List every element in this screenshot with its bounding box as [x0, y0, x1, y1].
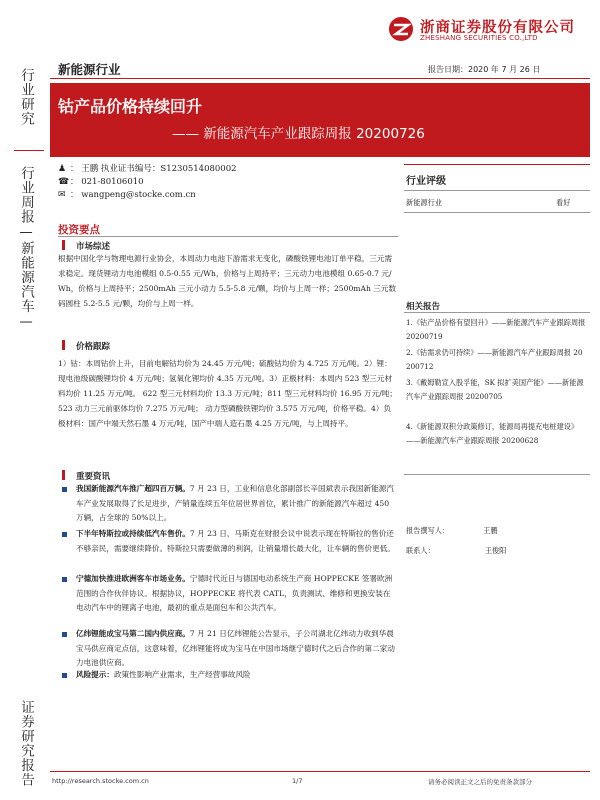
author-email[interactable]: ： wangpeng@stocke.com.cn — [70, 190, 196, 200]
rating-heading: 行业评级 — [406, 176, 446, 187]
news-item — [76, 482, 398, 526]
rating-industry: 新能源行业 — [406, 198, 442, 207]
contact-row — [406, 546, 506, 556]
news-item-body: 7 月 21 日亿纬锂能公告显示，子公司湖北亿纬动力收到华晨宝马供应商定点信，这意味着，亿纬锂能将成为宝马在中国市场继宁德时代之后合作的第二家动力电池供应商。 — [76, 629, 395, 668]
market-review-marker — [62, 240, 65, 250]
related-report-item[interactable]: 4.《新能源双积分政策修订，能源局再提充电桩建设》——新能源汽车产业跟踪周报 20200628 — [406, 422, 579, 445]
risk-warning-body: 政策性影响产业需求，生产经营事故风险 — [113, 670, 251, 679]
related-report-item[interactable]: 1.《钴产品价格有望回升》——新能源汽车产业跟踪周报 20200719 — [406, 318, 586, 341]
rating-value: 看好 — [556, 198, 571, 207]
side-label-bottom: 证券研究报告 — [18, 700, 34, 787]
risk-warning — [76, 668, 398, 683]
market-review-text: 根据中国化学与物理电源行业协会，本周动力电池下游需求无变化，磷酸铁锂电池订单平稳，三元需求稳定。现货锂动力电池模组 0.5-0.55 元/Wh，价格与上周持平；三元动力电池模组 0.65-0.7 元/Wh，价格与上周持平；2500mAh 三元小动力 5.5-5.8 元/颗，均价与上周一样；2500mAh 三元数码圆柱 5.2-5.5 元/颗，均价与上周一样。 — [58, 254, 397, 308]
related-report-item[interactable]: 3.《戴姆勒宣入股孚能，SK 拟扩美国产能》——新能源汽车产业跟踪周报 20200705 — [406, 378, 584, 401]
email-icon: ✉ — [58, 190, 66, 200]
industry-label: 新能源行业 — [58, 62, 121, 77]
analyst-row — [406, 526, 498, 536]
news-bullet — [62, 673, 67, 678]
report-date-label: 报告日期： — [428, 65, 468, 74]
header-rule — [50, 78, 590, 79]
news-bullet — [62, 532, 67, 537]
news-bullet — [62, 577, 67, 582]
news-bullet — [62, 487, 67, 492]
news-item-body: 7 月 23 日，马斯克在财报会议中说表示现在特斯拉的售价还不够亲民，需要继续降价。特斯拉只需要做薄的利润，让销量增长最大化，让车辆的售价更低。 — [76, 529, 395, 553]
footer-rule — [50, 771, 590, 772]
report-title: 钴产品价格持续回升 — [58, 97, 203, 116]
related-reports-rule — [404, 312, 590, 313]
related-report-item[interactable]: 2.《钴需求仍可持续》——新能源汽车产业跟踪周报 20200712 — [406, 348, 583, 371]
news-item-title: 宁德加快推进欧洲客车市场业务。 — [76, 574, 190, 583]
news-item-body: 7 月 23 日，工业和信息化部副部长辛国斌表示我国新能源汽车产业发展取得了长足进步，产销量连续五年位居世界首位，累计推广的新能源汽车超过 450 万辆，占全球的 50%以上。 — [76, 484, 394, 523]
report-subtitle: —— 新能源汽车产业跟踪周报 20200726 — [172, 126, 425, 142]
price-tracking-text: 1）钴：本周钴价上升，目前电解钴均价为 24.45 万元/吨；硫酸钴均价为 4.725 万元/吨。2）锂：现电池级碳酸锂均价 4 万元/吨；氢氧化锂均价 4.35 万元/吨。3）正极材料：本周内 523 型三元材料均价 11.25 万元/吨。 622 型三元材料均价 13.3 万元/吨；811 型三元材料均价 16.95 万元/吨；523 动力三元前驱体均价 7.275 万元/吨； 动力型磷酸铁锂均价 3.575 万元/吨，价格平稳。4）负极材料：国产中端天然石墨 4 万元/吨，国产中端人造石墨 4.25 万元/吨，与上周持平。 — [58, 359, 397, 428]
company-name-cn: 浙商证券股份有限公司 — [420, 20, 575, 36]
analyst-label: 报告撰写人： — [406, 526, 450, 535]
side-divider — [14, 150, 44, 151]
price-tracking-marker — [62, 340, 65, 350]
logo-mark-icon — [388, 16, 414, 42]
company-logo — [388, 14, 588, 50]
author-name: ： 王鹏 执业证书编号：S1230514080002 — [70, 164, 237, 174]
price-tracking-heading: 价格跟踪 — [76, 342, 111, 352]
rating-bottom-rule — [404, 212, 590, 213]
author-row — [58, 162, 237, 174]
market-review-heading: 市场综述 — [76, 242, 111, 252]
report-date-value: 2020 年 7 月 26 日 — [468, 65, 541, 74]
risk-warning-title: 风险提示： — [76, 670, 114, 679]
footer-url[interactable]: http://research.stocke.com.cn — [52, 777, 149, 785]
disclaimer-note: 请务必阅读正文之后的免责条款部分 — [428, 778, 532, 786]
author-phone: ： 021-80106010 — [70, 177, 144, 187]
news-item — [76, 627, 398, 671]
phone-row — [58, 175, 144, 187]
side-label-mid: 行业周报—新能源汽车— — [18, 166, 34, 331]
analyst-name: 王鹏 — [483, 526, 498, 535]
side-label-top: 行业研究 — [18, 68, 34, 126]
contact-label: 联系人： — [406, 546, 435, 555]
report-date — [428, 64, 540, 75]
news-item-title: 我国新能源汽车推广超四百万辆。 — [76, 484, 190, 493]
rating-top-rule — [404, 164, 590, 165]
rating-rule — [404, 190, 590, 191]
news-heading: 重要资讯 — [76, 472, 111, 482]
news-item-title: 下半年特斯拉或持续低汽车售价。 — [76, 529, 190, 538]
news-item-body: 宁德时代近日与德国电动系统生产商 HOPPECKE 签署欧洲范围的合作伙伴协议。根据协议，HOPPECKE 将代表 CATL，负责测试、维修和更换安装在电动汽车中的锂离子电池，最初的重点是面包车和公共汽车。 — [76, 574, 393, 613]
email-row — [58, 188, 196, 200]
phone-icon: ☎ — [58, 177, 70, 187]
page-number: 1/7 — [292, 777, 303, 785]
news-marker — [62, 470, 65, 480]
contact-name: 王俊阳 — [484, 546, 507, 555]
news-item — [76, 572, 398, 616]
company-name-en: ZHESHANG SECURITIES CO.,LTD — [420, 34, 538, 42]
related-reports-bottom-rule — [404, 474, 590, 475]
investment-points-heading: 投资要点 — [58, 224, 100, 236]
news-item — [76, 527, 398, 556]
news-item-title: 亿纬锂能成宝马第二国内供应商。 — [76, 629, 190, 638]
person-icon: ♟ — [58, 164, 67, 174]
related-reports-heading: 相关报告 — [406, 302, 441, 312]
news-bullet — [62, 632, 67, 637]
section-rule — [58, 236, 398, 237]
